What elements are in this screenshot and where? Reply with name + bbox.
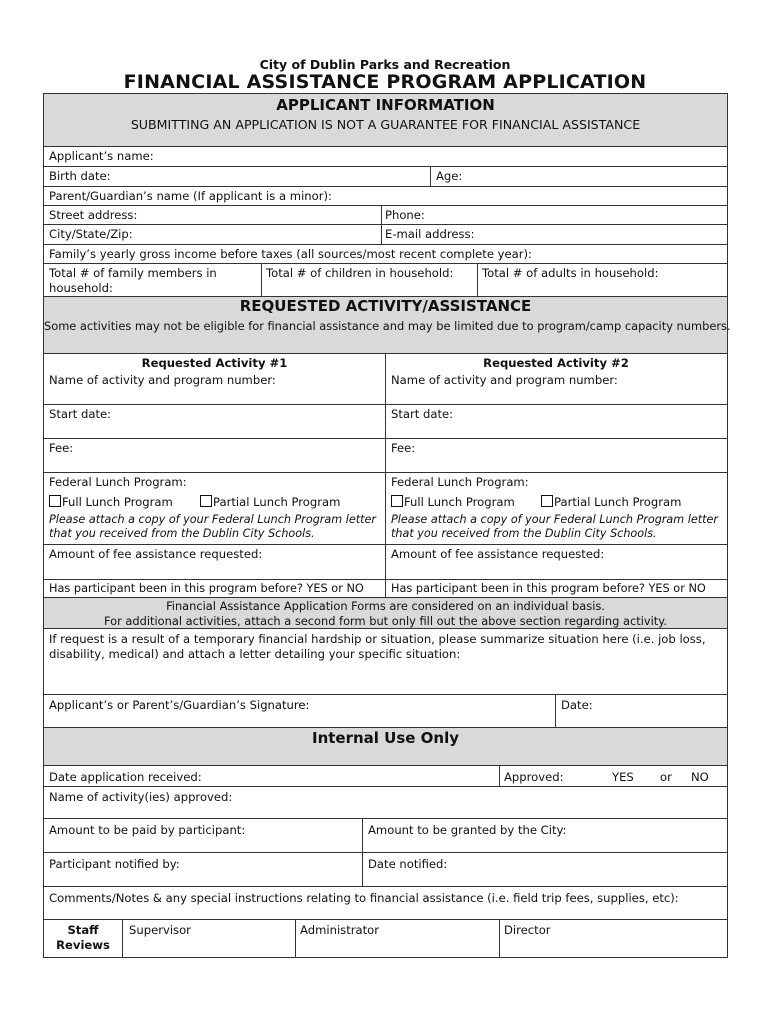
activity-2-attach-note: Please attach a copy of your Federal Lunch Program letter that you received from the Dublin City Schools. bbox=[391, 513, 718, 540]
birth-date-field[interactable]: Birth date: bbox=[49, 169, 111, 183]
applicant-info-title: APPLICANT INFORMATION bbox=[276, 96, 495, 114]
notified-by-field[interactable]: Participant notified by: bbox=[49, 857, 180, 871]
activity-1-full-lunch-option[interactable]: Full Lunch Program bbox=[49, 495, 173, 509]
activity-1-heading: Requested Activity #1 bbox=[141, 356, 288, 370]
individual-basis-note: Financial Assistance Application Forms are considered on an individual basis. bbox=[166, 599, 605, 613]
eligibility-note: Some activities may not be eligible for financial assistance and may be limited due to program/camp capacity numbers. bbox=[44, 319, 731, 333]
checkbox-icon[interactable] bbox=[391, 495, 403, 507]
activity-2-lunch-label: Federal Lunch Program: bbox=[391, 475, 529, 489]
activity-1-prior-participation[interactable]: Has participant been in this program before? YES or NO bbox=[49, 582, 364, 595]
hardship-field[interactable]: If request is a result of a temporary financial hardship or situation, please summarize situation here (i.e. job loss, disability, medical) and attach a letter detailing your specific situation: bbox=[49, 632, 706, 661]
street-address-field[interactable]: Street address: bbox=[49, 208, 138, 222]
application-form bbox=[43, 93, 731, 958]
activity-1-fee-field[interactable]: Fee: bbox=[49, 441, 74, 455]
guardian-name-field[interactable]: Parent/Guardian’s name (If applicant is a minor): bbox=[49, 189, 332, 203]
activity-1-start-date-field[interactable]: Start date: bbox=[49, 407, 112, 421]
signature-date-field[interactable]: Date: bbox=[561, 698, 593, 712]
activity-1-name-field[interactable]: Name of activity and program number: bbox=[49, 373, 276, 387]
activity-2-heading: Requested Activity #2 bbox=[483, 356, 629, 370]
supervisor-field[interactable]: Supervisor bbox=[129, 923, 191, 937]
activity-2-name-field[interactable]: Name of activity and program number: bbox=[391, 373, 618, 387]
activity-1-attach-note: Please attach a copy of your Federal Lunch Program letter that you received from the Dublin City Schools. bbox=[49, 513, 376, 540]
activity-1-lunch-label: Federal Lunch Program: bbox=[49, 475, 187, 489]
no-guarantee-notice: SUBMITTING AN APPLICATION IS NOT A GUARANTEE FOR FINANCIAL ASSISTANCE bbox=[130, 117, 641, 132]
activity-2-start-date-field[interactable]: Start date: bbox=[391, 407, 454, 421]
activity-1-amount-field[interactable]: Amount of fee assistance requested: bbox=[49, 547, 263, 561]
checkbox-icon[interactable] bbox=[541, 495, 553, 507]
amount-city-field[interactable]: Amount to be granted by the City: bbox=[368, 823, 567, 837]
total-adults-field[interactable]: Total # of adults in household: bbox=[482, 266, 659, 280]
date-received-field[interactable]: Date application received: bbox=[49, 770, 202, 784]
gross-income-field[interactable]: Family’s yearly gross income before taxes (all sources/most recent complete year): bbox=[49, 247, 532, 261]
activity-2-amount-field[interactable]: Amount of fee assistance requested: bbox=[391, 547, 605, 561]
approved-or-text: or bbox=[660, 770, 672, 784]
checkbox-icon[interactable] bbox=[200, 495, 212, 507]
approved-label: Approved: bbox=[504, 770, 564, 784]
phone-field[interactable]: Phone: bbox=[385, 208, 425, 222]
director-field[interactable]: Director bbox=[504, 923, 551, 937]
applicant-name-field[interactable]: Applicant’s name: bbox=[49, 149, 154, 163]
approved-no-option[interactable]: NO bbox=[691, 770, 709, 784]
total-children-field[interactable]: Total # of children in household: bbox=[266, 266, 454, 280]
activity-2-partial-lunch-option[interactable]: Partial Lunch Program bbox=[541, 495, 681, 509]
requested-activity-title: REQUESTED ACTIVITY/ASSISTANCE bbox=[239, 297, 532, 315]
activity-1-partial-lunch-option[interactable]: Partial Lunch Program bbox=[200, 495, 340, 509]
age-field[interactable]: Age: bbox=[436, 169, 463, 183]
comments-field[interactable]: Comments/Notes & any special instructions relating to financial assistance (i.e. field trip fees, supplies, etc): bbox=[49, 891, 679, 905]
activity-2-prior-participation[interactable]: Has participant been in this program before? YES or NO bbox=[391, 582, 706, 595]
administrator-field[interactable]: Administrator bbox=[300, 923, 380, 937]
form-title: FINANCIAL ASSISTANCE PROGRAM APPLICATION bbox=[123, 71, 647, 93]
date-notified-field[interactable]: Date notified: bbox=[368, 857, 448, 871]
total-family-field[interactable]: Total # of family members in household: bbox=[49, 266, 217, 295]
activities-approved-field[interactable]: Name of activity(ies) approved: bbox=[49, 790, 233, 804]
email-field[interactable]: E-mail address: bbox=[385, 227, 475, 241]
city-state-zip-field[interactable]: City/State/Zip: bbox=[49, 227, 133, 241]
org-name: City of Dublin Parks and Recreation bbox=[259, 57, 511, 72]
second-form-note: For additional activities, attach a second form but only fill out the above section regarding activity. bbox=[104, 614, 667, 628]
activity-2-full-lunch-option[interactable]: Full Lunch Program bbox=[391, 495, 515, 509]
checkbox-icon[interactable] bbox=[49, 495, 61, 507]
signature-field[interactable]: Applicant’s or Parent’s/Guardian’s Signature: bbox=[49, 698, 310, 712]
amount-participant-field[interactable]: Amount to be paid by participant: bbox=[49, 823, 246, 837]
approved-yes-option[interactable]: YES bbox=[612, 770, 634, 784]
internal-use-title: Internal Use Only bbox=[311, 729, 460, 747]
activity-2-fee-field[interactable]: Fee: bbox=[391, 441, 416, 455]
staff-reviews-label: Staff Reviews bbox=[56, 923, 110, 952]
